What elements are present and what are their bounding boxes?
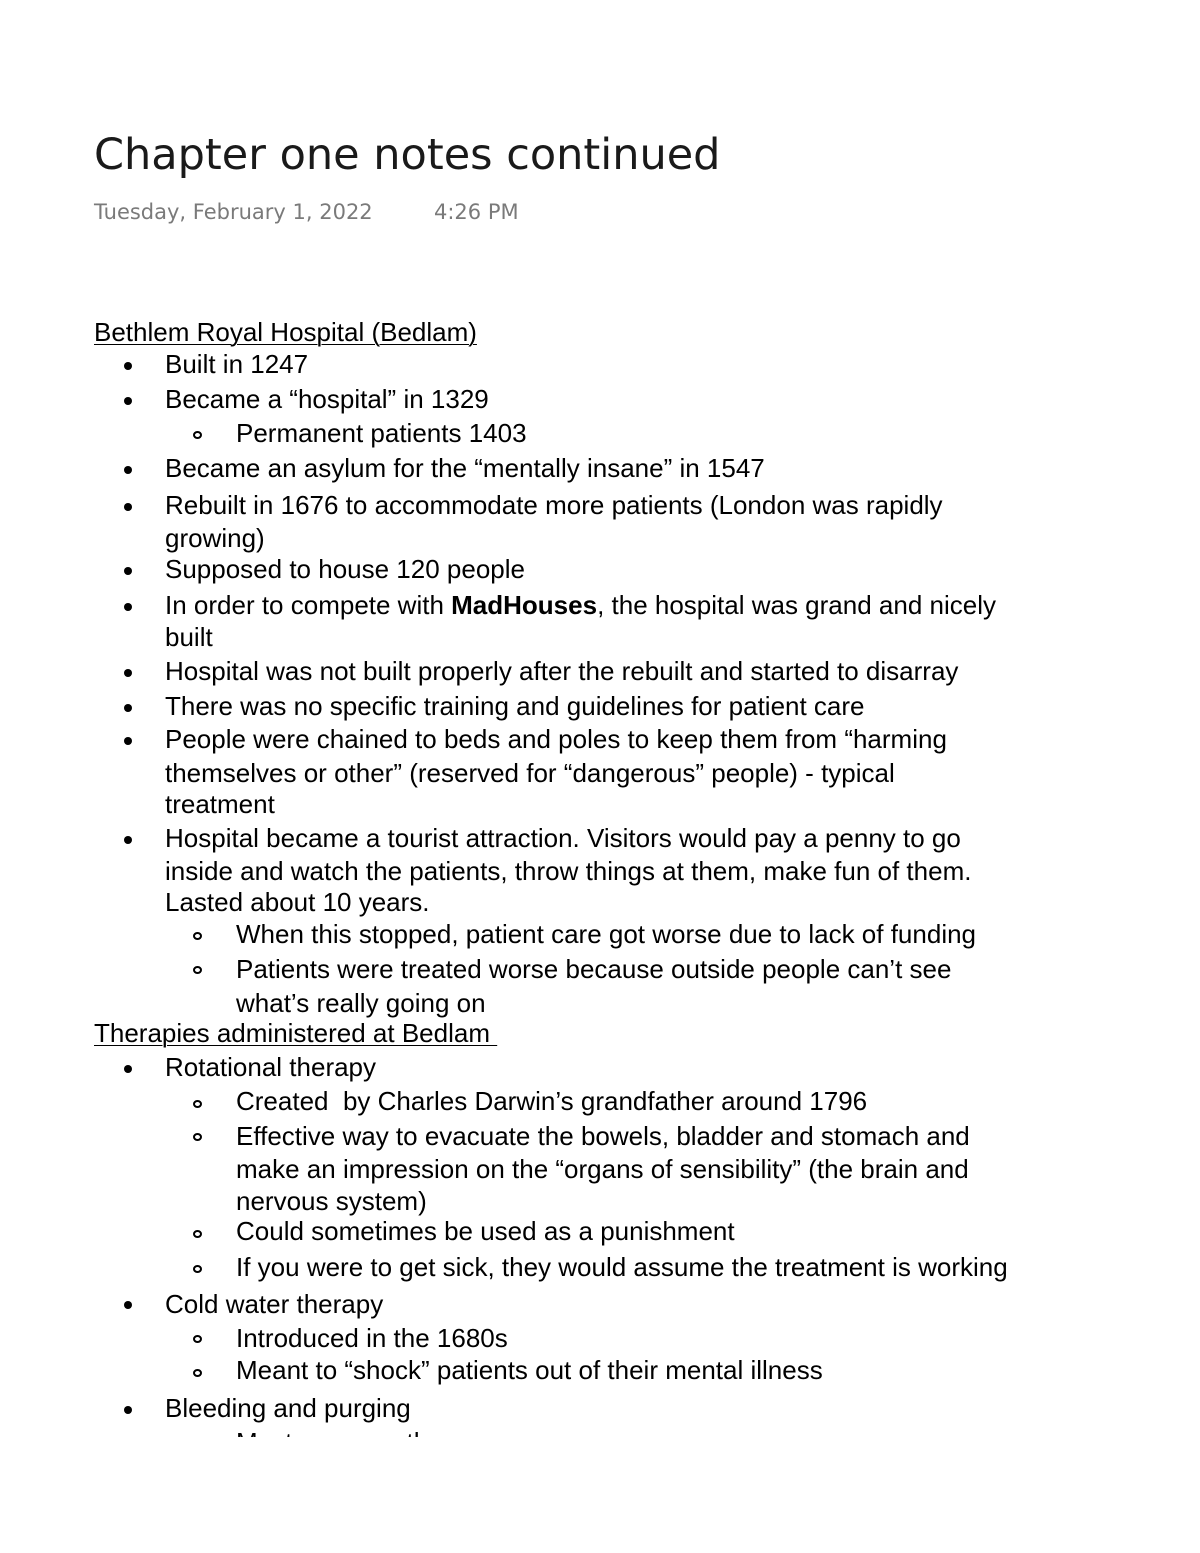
section-heading-bedlam: Bethlem Royal Hospital (Bedlam) [94, 317, 477, 347]
bullet-icon [124, 704, 132, 712]
sub-list-item-continuation: what’s really going on [236, 988, 486, 1018]
bullet-icon [124, 836, 132, 844]
sub-list-item-continuation: nervous system) [236, 1186, 427, 1216]
list-item: Became an asylum for the “mentally insane” in 1547 [165, 453, 765, 483]
madhouses-term: MadHouses [451, 590, 598, 620]
sub-list-item: Permanent patients 1403 [236, 418, 527, 448]
bullet-icon [124, 1406, 132, 1414]
list-item: Became a “hospital” in 1329 [165, 384, 489, 414]
list-item: Rebuilt in 1676 to accommodate more patients (London was rapidly [165, 490, 943, 520]
page-cutoff [0, 1437, 1200, 1457]
bullet-icon [124, 567, 132, 575]
sub-bullet-icon [193, 431, 202, 439]
sub-bullet-icon [193, 1133, 202, 1141]
sub-list-item: If you were to get sick, they would assume the treatment is working [236, 1252, 1008, 1282]
sub-list-item-continuation: make an impression on the “organs of sensibility” (the brain and [236, 1154, 969, 1184]
sub-list-item: Created by Charles Darwin’s grandfather around 1796 [236, 1086, 868, 1116]
list-item-continuation: inside and watch the patients, throw things at them, make fun of them. [165, 856, 972, 886]
list-item: In order to compete with MadHouses, the hospital was grand and nicely [165, 590, 996, 620]
bullet-icon [124, 737, 132, 745]
sub-bullet-icon [193, 1100, 202, 1108]
list-item: Hospital became a tourist attraction. Visitors would pay a penny to go [165, 823, 961, 853]
list-item: Built in 1247 [165, 349, 309, 379]
sub-list-item: Meant to “shock” patients out of their mental illness [236, 1355, 823, 1385]
list-item: Supposed to house 120 people [165, 554, 525, 584]
sub-list-item: Effective way to evacuate the bowels, bladder and stomach and [236, 1121, 970, 1151]
sub-bullet-icon [193, 932, 202, 940]
list-item: People were chained to beds and poles to keep them from “harming [165, 724, 947, 754]
bullet-icon [124, 669, 132, 677]
sub-list-item: When this stopped, patient care got worse due to lack of funding [236, 919, 977, 949]
list-item: Hospital was not built properly after the rebuilt and started to disarray [165, 656, 959, 686]
list-item-continuation: built [165, 622, 213, 652]
sub-list-item: Introduced in the 1680s [236, 1323, 508, 1353]
bullet-icon [124, 466, 132, 474]
sub-bullet-icon [193, 1265, 202, 1273]
bullet-icon [124, 1301, 132, 1309]
bullet-icon [124, 603, 132, 611]
note-date: Tuesday, February 1, 2022 [94, 200, 373, 224]
note-time: 4:26 PM [434, 200, 519, 224]
bullet-icon [124, 362, 132, 370]
sub-bullet-icon [193, 1369, 202, 1377]
sub-bullet-icon [193, 966, 202, 974]
page-title: Chapter one notes continued [94, 130, 721, 180]
list-item-continuation: growing) [165, 523, 265, 553]
list-item-continuation: themselves or other” (reserved for “dangerous” people) - typical [165, 758, 895, 788]
list-item: There was no specific training and guidelines for patient care [165, 691, 865, 721]
bullet-icon [124, 503, 132, 511]
sub-bullet-icon [193, 1335, 202, 1343]
sub-bullet-icon [193, 1230, 202, 1238]
section-heading-therapies: Therapies administered at Bedlam [94, 1018, 498, 1048]
bullet-icon [124, 1065, 132, 1073]
list-item: Bleeding and purging [165, 1393, 411, 1423]
list-item: Rotational therapy [165, 1052, 377, 1082]
list-item-continuation: Lasted about 10 years. [165, 887, 430, 917]
bullet-icon [124, 397, 132, 405]
list-item-continuation: treatment [165, 789, 275, 819]
list-item: Cold water therapy [165, 1289, 384, 1319]
sub-list-item: Could sometimes be used as a punishment [236, 1216, 735, 1246]
sub-list-item: Patients were treated worse because outside people can’t see [236, 954, 952, 984]
